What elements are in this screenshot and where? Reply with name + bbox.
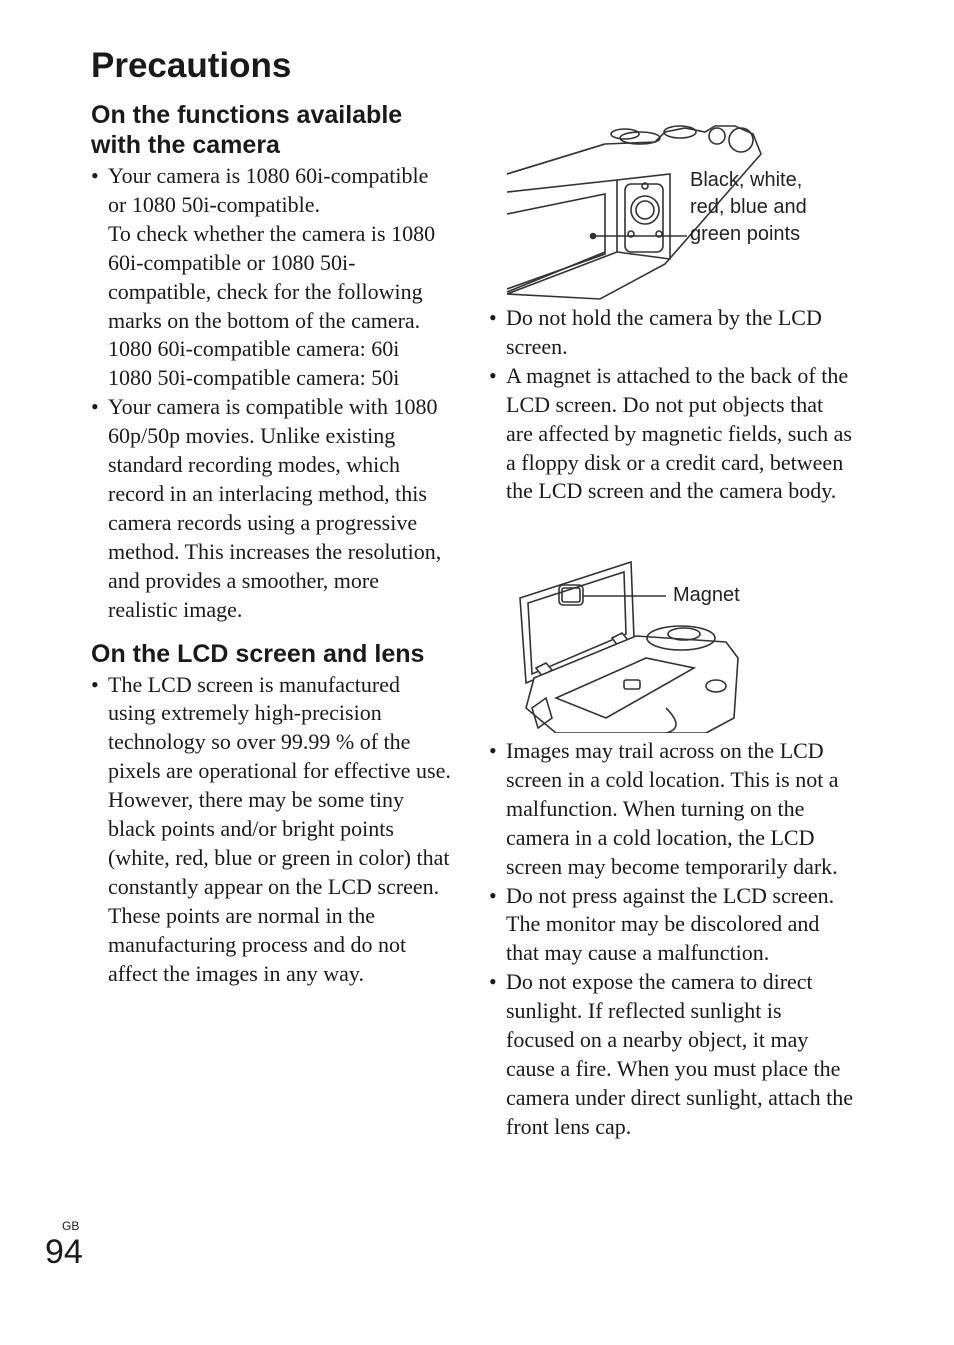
left-column (91, 100, 451, 988)
region-label: GB (62, 1219, 80, 1233)
magnet-callout: Magnet (673, 584, 740, 606)
lcd-handling-bullet-list (489, 304, 854, 506)
bullet-paragraph: • Your camera is compatible with 1080 60p/50p movies. Unlike existing standard recording modes, which record in an interlacing method, this camera records using a progressive method. This increases the resolution, and provides a smoother, more realistic image. (108, 394, 442, 622)
list-item (91, 162, 451, 393)
functions-bullet-list (91, 162, 451, 625)
right-column-top (489, 304, 854, 506)
list-item: • A magnet is attached to the back of the LCD screen. Do not put objects that are affected by magnetic fields, such as a floppy disk or a credit card, between the LCD screen and the camera body. (489, 362, 854, 507)
page-number: 94 (45, 1233, 83, 1271)
lcd-points-callout: Black, white, red, blue and green points (690, 169, 807, 245)
bullet-paragraph: 1080 50i-compatible camera: 50i (108, 365, 400, 391)
lcd-bullet-list (91, 671, 451, 989)
list-item: • Do not hold the camera by the LCD screen. (489, 304, 854, 362)
bullet-paragraph: To check whether the camera is 1080 60i-compatible or 1080 50i-compatible, check for the following marks on the bottom of the camera. (108, 220, 436, 333)
list-item: • Do not expose the camera to direct sunlight. If reflected sunlight is focused on a nearby object, it may cause a fire. When you must place the camera under direct sunlight, attach the front lens cap. (489, 968, 854, 1141)
section-heading-functions: On the functions available with the camera (91, 101, 403, 159)
page-title: Precautions (91, 46, 292, 85)
bullet-paragraph: • The LCD screen is manufactured using extremely high-precision technology so over 99.99 % of the pixels are operational for effective use. However, there may be some tiny black points and/or bright points (white, red, blue or green in color) that constantly appear on the LCD screen. These points are normal in the manufacturing process and do not affect the images in any way. (108, 671, 451, 986)
list-item: • Do not press against the LCD screen. The monitor may be discolored and that may cause a malfunction. (489, 882, 854, 969)
bullet-paragraph: 1080 60i-compatible camera: 60i (108, 336, 400, 362)
bullet-paragraph: • Your camera is 1080 60i-compatible or 1080 50i-compatible. (108, 163, 429, 217)
lcd-care-bullet-list (489, 737, 854, 1142)
list-item: • Images may trail across on the LCD screen in a cold location. This is not a malfunction. When turning on the camera in a cold location, the LCD screen may become temporarily dark. (489, 737, 854, 882)
list-item (91, 393, 451, 624)
section-heading-lcd: On the LCD screen and lens (91, 639, 425, 668)
right-column-bottom (489, 737, 854, 1142)
list-item (91, 671, 451, 989)
